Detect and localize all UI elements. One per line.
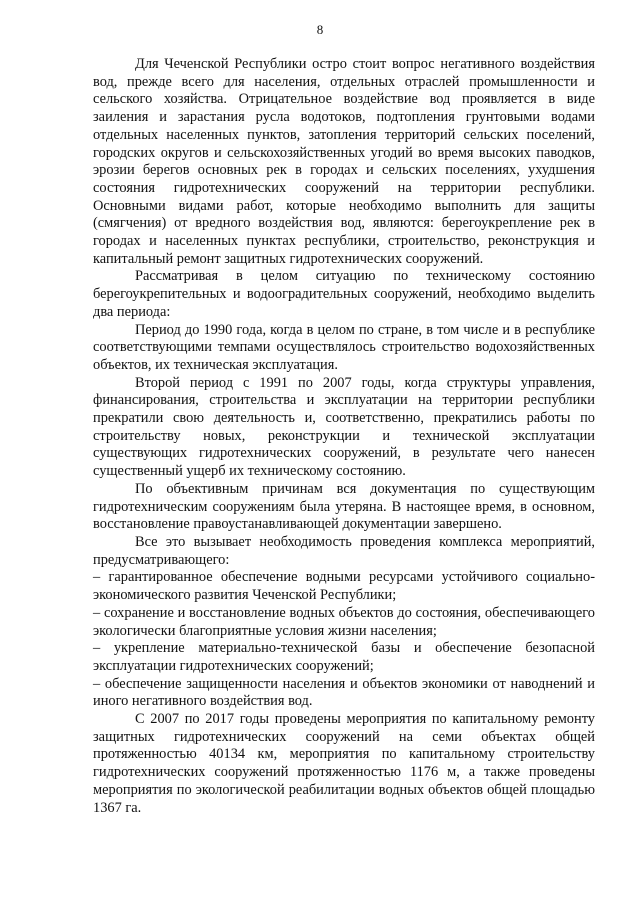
- paragraph-technical-state: Рассматривая в целом ситуацию по техническому состоянию берегоукрепительных и водооградительных сооружений, необходимо выделить два периода:: [93, 268, 595, 320]
- paragraph-period-two: Второй период с 1991 по 2007 годы, когда структуры управления, финансирования, строительства и эксплуатации на территории республики прекратили свою деятельность и, соответственно, прекратились работы по строительству новых, реконструкции и технической эксплуатации существующих гидротехнических сооружений, в результате чего нанесен существенный ущерб их техническому состоянию.: [93, 374, 595, 480]
- paragraph-documentation: По объективным причинам вся документация по существующим гидротехническим сооружениям была утеряна. В настоящее время, в основном, восстановление правоустанавливающей документации завершено.: [93, 480, 595, 533]
- document-body: [93, 56, 595, 817]
- list-item: – сохранение и восстановление водных объектов до состояния, обеспечивающего экологически благоприятные условия жизни населения;: [93, 604, 595, 639]
- paragraph-period-one: Период до 1990 года, когда в целом по стране, в том числе и в республике соответствующими темпами осуществлялось строительство водохозяйственных объектов, их техническая эксплуатация.: [93, 321, 595, 373]
- paragraph-results-2007-2017: С 2007 по 2017 годы проведены мероприятия по капитальному ремонту защитных гидротехнических сооружений на семи объектах общей протяженностью 40134 км, мероприятия по капитальному строительству гидротехнических сооружений протяженностью 1176 м, а также проведены мероприятия по экологической реабилитации водных объектов общей площадью 1367 га.: [93, 711, 595, 816]
- paragraph-negative-impact: Для Чеченской Республики остро стоит вопрос негативного воздействия вод, прежде всего для населения, отдельных отраслей промышленности и сельского хозяйства. Отрицательное воздействие вод проявляется в виде заиления и зарастания русла водотоков, подтопления грунтовыми водами отдельных населенных пунктов, затопления территорий сельских поселений, городских округов и сельскохозяйственных угодий во время высоких паводков, эрозии берегов основных рек в городах и сельских поселениях, ухудшения состояния гидротехнических сооружений на территории республики. Основными видами работ, которые необходимо выполнить для защиты (смягчения) от вредного воздействия вод, являются: берегоукрепление рек в городах и населенных пунктах республики, строительство, реконструкция и капитальный ремонт защитных гидротехнических сооружений.: [93, 56, 595, 267]
- list-item: – обеспечение защищенности населения и объектов экономики от наводнений и иного негативного воздействия вод.: [93, 675, 595, 710]
- page-number: 8: [316, 22, 324, 37]
- list-item: – гарантированное обеспечение водными ресурсами устойчивого социально-экономического развития Чеченской Республики;: [93, 569, 595, 604]
- list-item: – укрепление материально-технической базы и обеспечение безопасной эксплуатации гидротехнических сооружений;: [93, 640, 595, 674]
- paragraph-measures-intro: Все это вызывает необходимость проведения комплекса мероприятий, предусматривающего:: [93, 533, 595, 568]
